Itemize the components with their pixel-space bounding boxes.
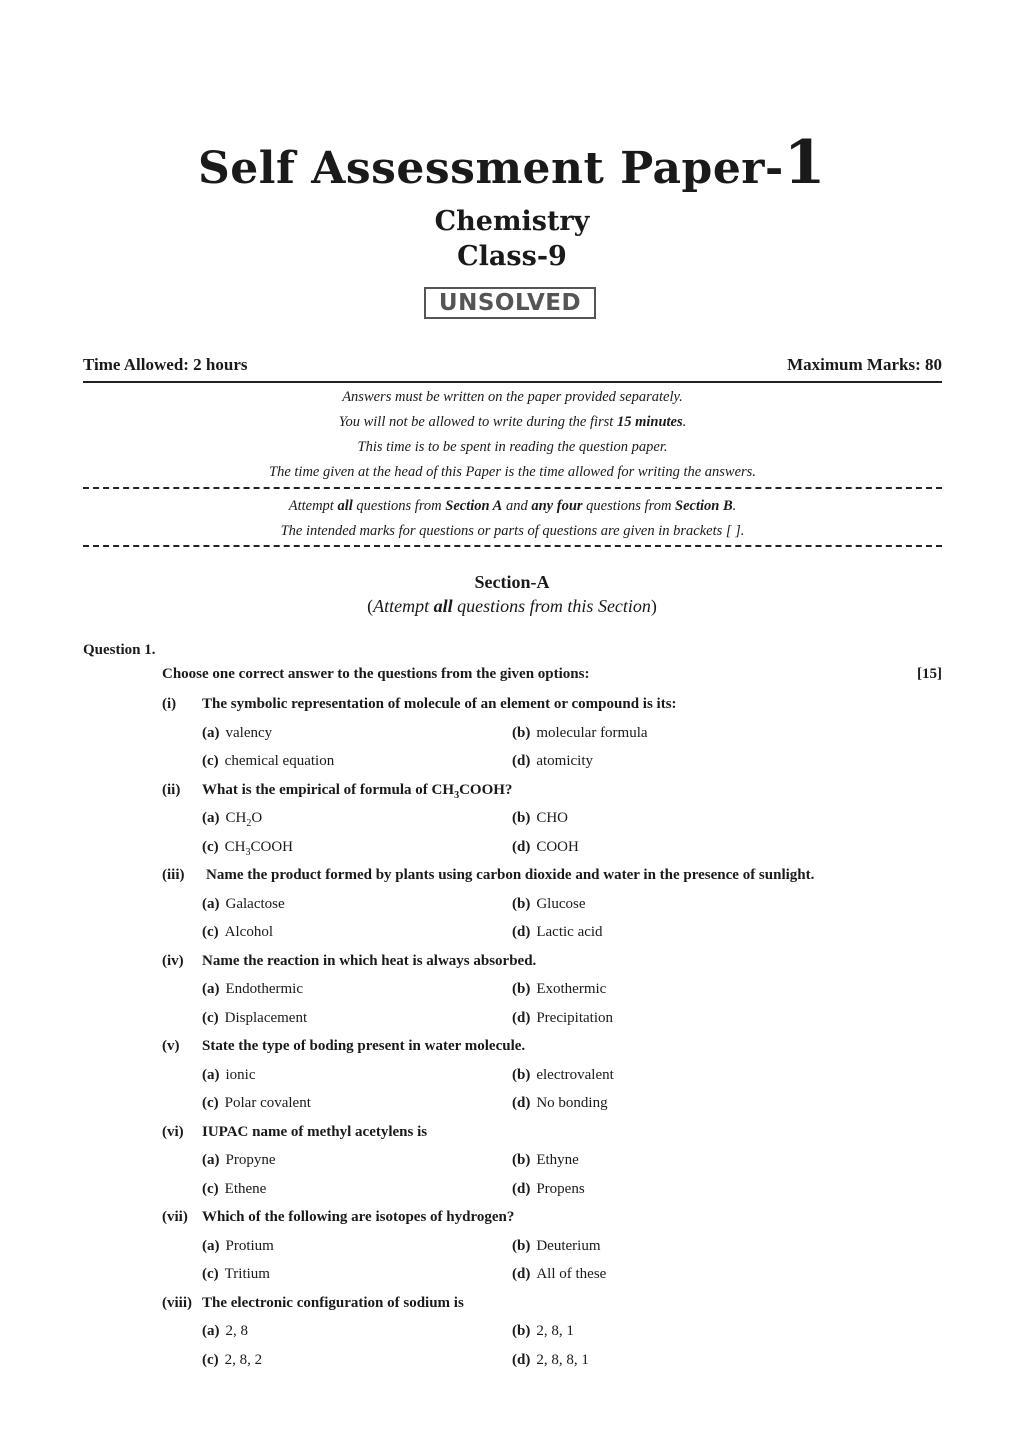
mcq-question-text: Which of the following are isotopes of hydrogen? xyxy=(202,1209,515,1225)
maximum-marks: Maximum Marks: 80 xyxy=(787,355,942,374)
mcq-option-row xyxy=(162,837,942,866)
mcq-option: (a) Protium xyxy=(202,1237,274,1254)
mcq-option: (c) Ethene xyxy=(202,1180,267,1197)
mcq-item xyxy=(162,1036,942,1122)
instruction-line: The intended marks for questions or parts of questions are given in brackets [ ]. xyxy=(280,523,745,539)
mcq-question-line xyxy=(162,865,942,894)
instruction-line: This time is to be spent in reading the question paper. xyxy=(357,439,668,455)
mcq-option: (b) Glucose xyxy=(512,895,586,912)
mcq-option: (d) Propens xyxy=(512,1180,585,1197)
mcq-question-text: Name the reaction in which heat is always absorbed. xyxy=(202,952,537,969)
mcq-question-text: What is the empirical of formula of $CH_3COOH$? xyxy=(202,781,513,801)
mcq-option: (a) ionic xyxy=(202,1066,256,1083)
mcq-number: (vii) xyxy=(162,1209,188,1225)
mcq-option-row xyxy=(162,922,942,951)
mcq-option: (a) Endothermic xyxy=(202,981,303,997)
mcq-number: (vi) xyxy=(162,1123,184,1140)
mcq-option: (b) molecular formula xyxy=(512,724,648,741)
mcq-item xyxy=(162,1207,942,1293)
mcq-option: (b) Deuterium xyxy=(512,1237,601,1254)
mcq-option: (a) Galactose xyxy=(202,895,285,912)
general-instructions xyxy=(83,385,942,485)
paper-title-text: Self Assessment Paper- xyxy=(198,143,784,194)
mcq-option-row xyxy=(162,1321,942,1350)
mcq-option-row xyxy=(162,1236,942,1265)
mcq-number: (iv) xyxy=(162,952,184,969)
instruction-line: You will not be allowed to write during the first 15 minutes. xyxy=(338,414,687,430)
mcq-option: (d) 2, 8, 8, 1 xyxy=(512,1351,589,1368)
mcq-option: (a) Propyne xyxy=(202,1152,276,1168)
time-allowed: Time Allowed: 2 hours xyxy=(83,355,248,374)
mcq-number: (iii) xyxy=(162,867,185,883)
instruction-line: The time given at the head of this Paper is the time allowed for writing the answers. xyxy=(269,464,756,480)
mcq-question-line xyxy=(162,1293,942,1322)
mcq-question-line xyxy=(162,694,942,723)
mcq-option: (a) valency xyxy=(202,724,273,741)
paper-meta-row xyxy=(83,355,942,383)
subject-heading: Chemistry xyxy=(434,206,590,237)
instruction-line: Attempt all questions from Section A and any four questions from Section B. xyxy=(288,498,737,514)
mcq-option-row xyxy=(162,1264,942,1293)
mcq-option-row xyxy=(162,1150,942,1179)
mcq-option: (c) Tritium xyxy=(202,1266,270,1282)
mcq-option: (d) All of these xyxy=(512,1266,607,1282)
mcq-option: (b) CHO xyxy=(512,810,569,826)
mcq-option-row xyxy=(162,894,942,923)
unsolved-badge: UNSOLVED xyxy=(424,287,596,319)
mcq-option: (c) 2, 8, 2 xyxy=(202,1351,263,1368)
mcq-option: (b) 2, 8, 1 xyxy=(512,1323,574,1339)
dashed-divider xyxy=(83,487,942,489)
mcq-option: (c) Polar covalent xyxy=(202,1095,311,1111)
mcq-option-row xyxy=(162,808,942,837)
mcq-option: (b) Exothermic xyxy=(512,981,607,997)
instruction-line: Answers must be written on the paper provided separately. xyxy=(342,389,683,405)
mcq-option-row xyxy=(162,1093,942,1122)
mcq-number: (i) xyxy=(162,696,177,712)
mcq-list xyxy=(162,694,942,1378)
mcq-question-text: Name the product formed by plants using carbon dioxide and water in the presence of sunlight. xyxy=(206,867,815,883)
question-stem: Choose one correct answer to the questions from the given options: xyxy=(162,666,590,682)
mcq-number: (viii) xyxy=(162,1294,192,1311)
mcq-option-row xyxy=(162,1008,942,1037)
mcq-question-line xyxy=(162,1207,942,1236)
mcq-item xyxy=(162,694,942,780)
mcq-option-row xyxy=(162,1350,942,1379)
mcq-item xyxy=(162,865,942,951)
question-marks: [15] xyxy=(917,666,942,682)
mcq-option: (b) electrovalent xyxy=(512,1066,614,1083)
mcq-question-text: The electronic configuration of sodium is xyxy=(202,1294,464,1311)
paper-number: 1 xyxy=(783,128,826,198)
mcq-item xyxy=(162,780,942,866)
mcq-option-row xyxy=(162,1179,942,1208)
mcq-option-row xyxy=(162,751,942,780)
mcq-option: (b) Ethyne xyxy=(512,1152,579,1168)
section-title: Section-A xyxy=(474,572,550,592)
mcq-option: (c) $CH_3COOH$ xyxy=(202,838,294,858)
mcq-item xyxy=(162,951,942,1037)
section-instructions xyxy=(83,494,942,544)
class-heading: Class-9 xyxy=(457,241,567,272)
section-subtitle: (Attempt all questions from this Section) xyxy=(367,596,657,616)
mcq-question-text: State the type of boding present in water molecule. xyxy=(202,1038,526,1054)
mcq-number: (ii) xyxy=(162,781,181,798)
mcq-option: (d) Precipitation xyxy=(512,1009,613,1026)
mcq-question-line xyxy=(162,1122,942,1151)
mcq-option: (d) atomicity xyxy=(512,753,593,769)
mcq-question-line xyxy=(162,951,942,980)
mcq-option: (a) 2, 8 xyxy=(202,1323,248,1339)
mcq-item xyxy=(162,1122,942,1208)
mcq-option: (d) Lactic acid xyxy=(512,924,603,940)
mcq-question-line xyxy=(162,1036,942,1065)
mcq-question-text: IUPAC name of methyl acetylens is xyxy=(202,1123,428,1140)
mcq-option-row xyxy=(162,979,942,1008)
paper-title xyxy=(0,128,1024,198)
mcq-option: (c) Displacement xyxy=(202,1009,308,1026)
mcq-option-row xyxy=(162,723,942,752)
mcq-option: (c) chemical equation xyxy=(202,753,335,769)
mcq-item xyxy=(162,1293,942,1379)
mcq-question-line xyxy=(162,780,942,809)
mcq-option: (d) COOH xyxy=(512,838,579,855)
mcq-question-text: The symbolic representation of molecule of an element or compound is its: xyxy=(202,696,677,712)
question-label: Question 1. xyxy=(83,642,156,658)
dashed-divider xyxy=(83,545,942,547)
mcq-number: (v) xyxy=(162,1038,180,1054)
mcq-option: (a) $CH_2O$ xyxy=(202,810,263,829)
mcq-option: (c) Alcohol xyxy=(202,924,273,940)
mcq-option: (d) No bonding xyxy=(512,1095,608,1111)
mcq-option-row xyxy=(162,1065,942,1094)
